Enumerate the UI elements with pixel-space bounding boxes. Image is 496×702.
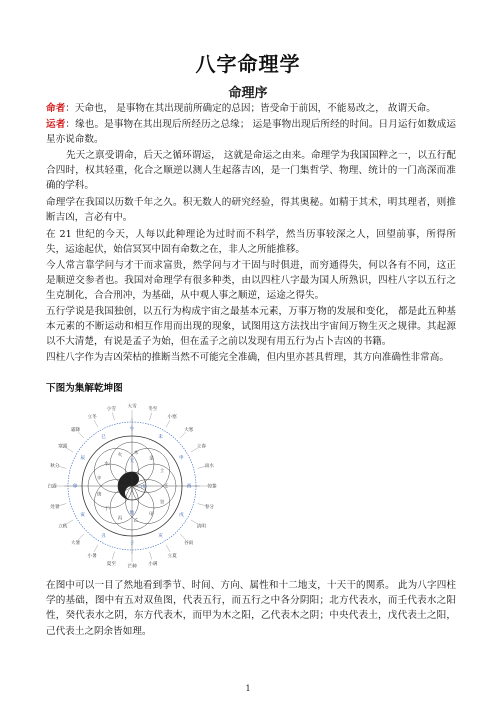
term-tick [191, 520, 198, 524]
stem-label: 壬 [163, 484, 169, 490]
definition-yun [46, 117, 456, 147]
solar-term-label: 小寒 [167, 415, 177, 421]
solar-term-label: 立冬 [87, 415, 97, 421]
term-tick [150, 552, 152, 560]
solar-term-label: 大雪 [127, 404, 137, 410]
qiankun-diagram [46, 396, 218, 571]
solar-term-label: 清明 [196, 524, 206, 530]
branch-label: 子 [129, 541, 135, 547]
paragraph-3: 先天之禀受谓命，后天之循环谓运， 这就是命运之由来。命理学为我国国粹之一，以五行配合四时，权其轻重，化合之顺逆以测人生起落吉凶，是一门集哲学、物理、统计的一门高深而准确的学科。 [46, 150, 456, 192]
stem-label: 火 [117, 452, 123, 458]
term-tick [94, 420, 98, 427]
solar-term-label: 冬至 [148, 407, 158, 413]
definition-yun-text: ：缘也。是事物在其出现后所经历之总缘； 运是事物出现后所经的时间。日月运行如数成运星亦说命数。 [46, 119, 456, 146]
solar-term-label: 谷雨 [184, 541, 194, 547]
figure-caption: 下图为集解乾坤图 [46, 383, 123, 394]
solar-term-label: 夏至 [106, 561, 116, 567]
page-number: 1 [245, 684, 251, 693]
branch-label: 卯 [72, 484, 78, 490]
stem-label: 金 [149, 456, 154, 462]
paragraph-5: 在 21 世纪的今天，人每以此种理论为过时而不科学，然当历事较深之人，回望前事，所得所失，运途起伏，始信冥冥中固有命数之在，非人之所能推移。 [46, 229, 456, 256]
center-mid-label: 戊 [141, 485, 146, 490]
term-tick [59, 466, 67, 468]
term-tick [59, 504, 67, 506]
term-tick [166, 420, 170, 427]
term-tick [94, 545, 98, 552]
branch-label: 酉 [186, 484, 192, 490]
branch-label: 午 [129, 427, 135, 433]
term-tick [166, 545, 170, 552]
paragraph-9: 在图中可以一目了然地看到季节、时间、方向、属性和十二地支，十天干的関系。 此为八字四柱学的基础，图中有五对双鱼图，代表五行，而五行之中各分阴阳；北方代表水，而壬代表水之阳性，癸代表水之阴，东方代表木，而甲为木之阳，乙代表木之阴；中央代表土，戊代表土之阳，己代表土之阴余皆如理。 [46, 580, 456, 637]
paragraph-4: 命理学在我国以历数千年之久。积无数人的研究经验，得其奥秘。如精于其术，明其理者，则推断吉凶，言必有中。 [46, 197, 456, 224]
paragraph-8: 四柱八字作为吉凶荣枯的推断当然不可能完全准确，但内里亦甚具哲理，其方向准确性非常高。 [46, 352, 449, 363]
solar-term-label: 雨水 [204, 463, 214, 469]
term-tick [112, 413, 114, 421]
stem-label: 丁 [104, 507, 109, 513]
branch-label: 申 [179, 456, 184, 462]
stem-label: 水 [104, 462, 109, 468]
document-subtitle: 命理序 [228, 86, 268, 101]
branch-label: 辰 [80, 456, 85, 462]
solar-term-label: 霜降 [70, 427, 81, 433]
solar-term-label: 秋分 [50, 463, 60, 469]
branch-label: 未 [158, 435, 163, 441]
solar-term-label: 小雪 [106, 407, 116, 413]
solar-term-label: 大寒 [184, 427, 194, 433]
term-tick [150, 413, 152, 421]
stem-label: 土 [159, 468, 165, 474]
solar-term-label: 惊蛰 [207, 484, 217, 490]
stem-label: 木 [133, 450, 139, 456]
term-tick [78, 432, 84, 438]
solar-term-label: 小满 [148, 561, 158, 567]
term-yun: 运者 [46, 119, 66, 130]
stem-label: 辛 [96, 476, 102, 482]
definition-ming [46, 101, 456, 116]
solar-term-label: 立夏 [167, 553, 177, 559]
stem-label: 甲 [149, 512, 154, 518]
solar-term-label: 白露 [47, 484, 57, 490]
solar-term-label: 大暑 [70, 541, 81, 547]
solar-term-label: 处暑 [50, 505, 60, 511]
term-tick [180, 432, 186, 438]
stem-label: 丙 [117, 516, 123, 522]
solar-term-label: 芒种 [127, 564, 137, 570]
center-top-label: 天 [129, 459, 135, 464]
term-tick [78, 534, 84, 540]
solar-term-label: 小暑 [87, 553, 97, 559]
branch-label: 巳 [101, 435, 106, 441]
definition-ming-text: ：天命也， 是事物在其出现前所确定的总因；皆受命于前因，不能易改之， 故谓天命。 [65, 103, 436, 114]
term-tick [112, 552, 114, 560]
branch-label: 亥 [158, 533, 163, 539]
term-ming: 命者 [46, 103, 66, 114]
center-bottom-label: 地 [129, 511, 135, 516]
paragraph-7: 五行学说是我国独创，以五行为构成宇宙之最基本元素，万事万物的发展和变化， 都是此五种基本元素的不断运动和相互作用而出现的现象，试图用这方法找出宇宙间万物生灭之规律。其起源以不大清楚，有说是孟子为始，但在孟子之前以发现有用五行为占卜吉凶的书籍。 [46, 306, 456, 348]
paragraph-6: 今人常言靠学问与才干而求富贵，然学问与才干固与时俱进，而穷通得失，何以各有不同，这正是顺逆交参者也。我国对命理学有很多种类，由以四柱八字最为国人所熟识，四柱八字以五行之生克制化，合合刑冲，为基础，从中观人事之顺逆，运途之得失。 [46, 260, 456, 302]
stem-label: 癸 [159, 500, 165, 506]
branch-label: 丑 [101, 533, 106, 539]
stem-label: 乙 [133, 518, 139, 524]
stem-label: 庚 [96, 492, 102, 498]
solar-term-label: 立春 [196, 444, 206, 450]
branch-label: 寅 [80, 513, 85, 519]
branch-label: 戌 [179, 513, 184, 519]
term-tick [66, 520, 73, 524]
solar-term-label: 春分 [204, 505, 214, 511]
solar-term-label: 立秋 [58, 524, 68, 530]
document-title: 八字命理学 [195, 52, 301, 76]
solar-term-label: 寒露 [58, 444, 68, 450]
term-tick [180, 534, 186, 540]
